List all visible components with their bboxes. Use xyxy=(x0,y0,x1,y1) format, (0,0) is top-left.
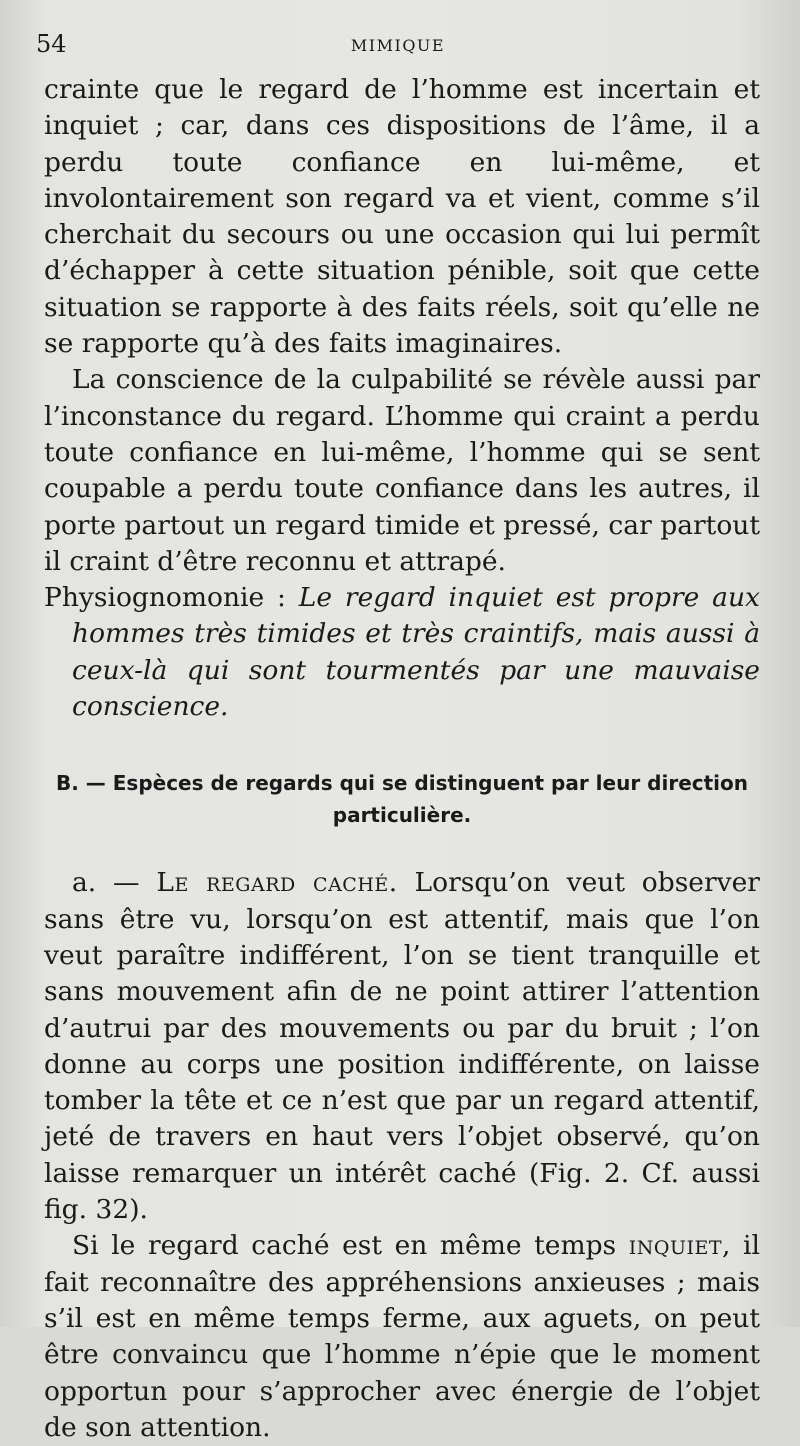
page-header xyxy=(36,28,760,64)
para4-keyword: inquiet xyxy=(628,1230,723,1262)
subsection-title: Le regard caché. xyxy=(156,867,398,899)
paragraph-hidden-gaze xyxy=(44,865,760,1228)
paragraph-culpability: La conscience de la culpabilité se révèle aussi par l’inconstance du regard. L’homme qui craint a perdu toute confiance en lui-même, l’homme qui se sent coupable a perdu toute confiance dans les autres, il porte partout un regard timide et pressé, car partout il craint d’être reconnu et attrapé. xyxy=(44,364,760,577)
section-heading: B. — Espèces de regards qui se distinguent par leur direction particulière. xyxy=(55,771,749,828)
physiognomy-quote xyxy=(44,580,760,725)
page-number: 54 xyxy=(36,30,67,58)
quote-text: Le regard inquiet est propre aux hommes très timides et très craintifs, mais aussi à ceux-là qui sont tourmentés par une mauvaise conscience. xyxy=(72,582,760,723)
page-body xyxy=(44,72,760,1446)
subsection-text: Lorsqu’on veut observer sans être vu, lorsqu’on est attentif, mais que l’on veut paraître indifférent, l’on se tient tranquille et sans mouvement afin de ne point attirer l’attention d’autrui par des mouvements ou par du bruit ; l’on donne au corps une position indifférente, on laisse tomber la tête et ce n’est que par un regard attentif, jeté de travers en haut vers l’objet observé, qu’on laisse remarquer un intérêt caché (Fig. 2. Cf. aussi fig. 32). xyxy=(44,867,760,1226)
para4-before: Si le regard caché est en même temps xyxy=(72,1230,617,1262)
paragraph-anxious-gaze xyxy=(44,1228,760,1446)
running-title: MIMIQUE xyxy=(350,36,446,55)
subsection-marker: a. — xyxy=(72,867,140,899)
para4-after: , il fait reconnaître des appréhensions anxieuses ; mais s’il est en même temps ferme, aux aguets, on peut être convaincu que l’homme n’épie que le moment opportun pour s’approcher avec énergie de l’objet de son attention. xyxy=(44,1230,760,1443)
paragraph-continued: crainte que le regard de l’homme est incertain et inquiet ; car, dans ces dispositions de l’âme, il a perdu toute confiance en lui-même, et involontairement son regard va et vient, comme s’il cherchait du secours ou une occasion qui lui permît d’échapper à cette situation pénible, soit que cette situation se rapporte à des faits réels, soit qu’elle ne se rapporte qu’à des faits imaginaires. xyxy=(44,74,760,360)
quote-label: Physiognomonie : xyxy=(44,582,286,614)
